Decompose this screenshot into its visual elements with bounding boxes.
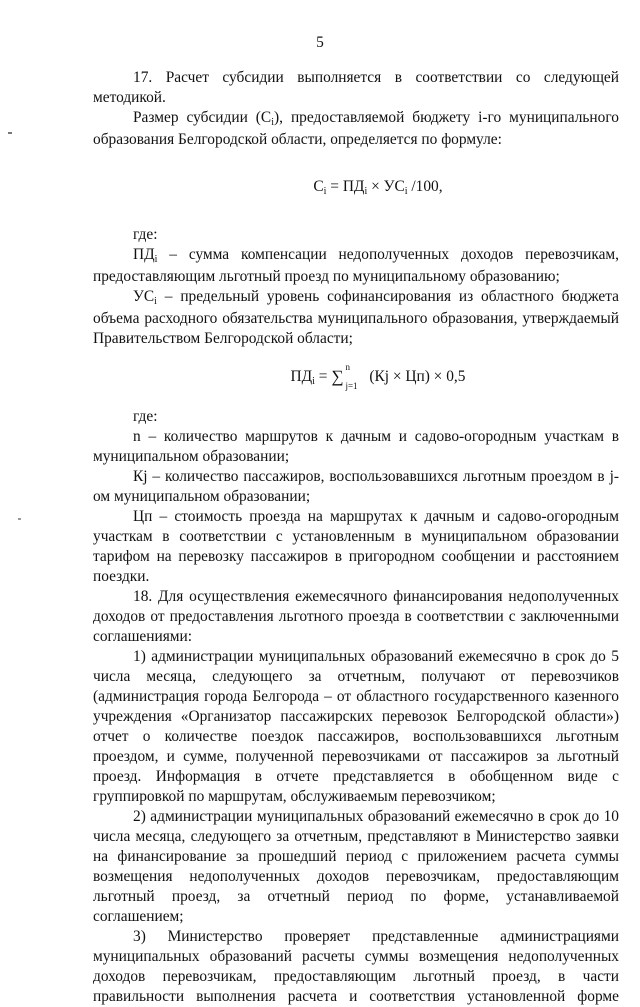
list-item-3: 3) Министерство проверяет представленные администрациями муниципальных образований расчеты суммы возмещения недополученных доходов перевозчикам, предоставляющим льготный проезд, в части правильности выполнения расчета и соответствия установленной форме bbox=[93, 928, 619, 1005]
formula-subsidy: Сi = ПДi × УСi /100, bbox=[313, 178, 443, 197]
paragraph-17-subsidy-size: Размер субсидии (Сi), предоставляемой бюджету i-го муниципального образования Белгородской области, определяется по формуле: bbox=[93, 109, 619, 148]
definition-us: УСi – предельный уровень софинансирования из областного бюджета объема расходного обязательства муниципального образования, утверждаемый Правительством Белгородской области; bbox=[93, 288, 619, 347]
list-item-1: 1) администрации муниципальных образований ежемесячно в срок до 5 числа месяца, следующего за отчетным, получают от перевозчиков (администрация города Белгорода – от областного государственного казенного учреждения «Организатор пассажирских перевозок Белгородской области») отчет о количестве поездок пассажиров, воспользовавшихся льготным проездом, и сумме, полученной перевозчиками от пассажиров за льготный проезд. Информация в отчете представляется в обобщенном виде с группировкой по маршрутам, обслуживаемым перевозчиком; bbox=[93, 648, 619, 805]
definition-n: n – количество маршрутов к дачным и садово-огородным участкам в муниципальном образовании; bbox=[93, 428, 619, 465]
where-label: где: bbox=[133, 408, 158, 425]
definition-kj: Кj – количество пассажиров, воспользовавшихся льготным проездом в j-ом муниципальном образовании; bbox=[93, 468, 619, 505]
sum-symbol: ∑ bbox=[331, 367, 344, 387]
where-label: где: bbox=[133, 226, 158, 243]
scan-mark bbox=[8, 132, 12, 134]
scan-mark bbox=[18, 518, 21, 520]
sum-limits: n j=1 bbox=[345, 362, 358, 392]
paragraph-18: 18. Для осуществления ежемесячного финансирования недополученных доходов от предоставления льготного проезда в соответствии с заключенными соглашениями: bbox=[93, 588, 619, 645]
formula-compensation: ПДi = ∑ n j=1 (Кj × Цп) × 0,5 bbox=[290, 362, 466, 392]
definition-cp: Цп – стоимость проезда на маршрутах к дачным и садово-огородным участкам в соответствии с установленным в муниципальном образовании тарифом на перевозку пассажиров в пригородном сообщении и расстоянием поездки. bbox=[93, 508, 619, 585]
document-body bbox=[93, 68, 619, 1007]
page-number: 5 bbox=[316, 34, 324, 51]
paragraph-17: 17. Расчет субсидии выполняется в соответствии со следующей методикой. bbox=[93, 69, 619, 106]
definition-pd: ПДi – сумма компенсации недополученных доходов перевозчикам, предоставляющим льготный проезд по муниципальному образованию; bbox=[93, 246, 619, 285]
list-item-2: 2) администрации муниципальных образований ежемесячно в срок до 10 числа месяца, следующего за отчетным, представляют в Министерство заявки на финансирование за прошедший период с приложением расчета суммы возмещения недополученных доходов перевозчикам, предоставляющим льготный проезд, за отчетный период по форме, устанавливаемой соглашением; bbox=[93, 808, 619, 925]
